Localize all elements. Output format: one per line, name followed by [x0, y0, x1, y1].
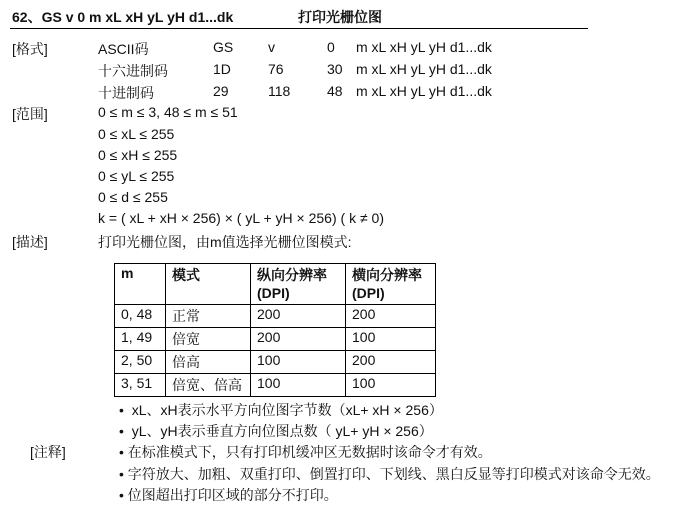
table-cell: 正常 — [166, 305, 251, 328]
range-line: 0 ≤ m ≤ 3, 48 ≤ m ≤ 51 — [98, 104, 238, 120]
table-row — [115, 328, 436, 351]
table-row — [115, 374, 436, 397]
table-cell: 200 — [346, 351, 436, 374]
table-row — [115, 305, 436, 328]
range-line: 0 ≤ xH ≤ 255 — [98, 147, 178, 163]
heading-rule — [10, 28, 588, 29]
range-label: [范围] — [12, 106, 48, 122]
format-label: [格式] — [12, 41, 48, 57]
bullet-text: yL、yH表示垂直方向位图点数（ yL+ yH × 256） — [131, 423, 433, 439]
format-value: v — [268, 39, 275, 55]
table-cell: 0, 48 — [115, 305, 166, 328]
table-header: 模式 — [166, 264, 251, 305]
format-value: 48 — [327, 83, 343, 99]
format-value: 29 — [213, 83, 229, 99]
table-cell: 100 — [346, 374, 436, 397]
table-header — [251, 264, 346, 305]
table-cell: 2, 50 — [115, 351, 166, 374]
note-bullet: • 位图超出打印区域的部分不打印。 — [119, 487, 338, 503]
table-cell: 3, 51 — [115, 374, 166, 397]
description-label: [描述] — [12, 234, 48, 250]
table-cell: 200 — [251, 305, 346, 328]
note-bullet: • 在标准模式下，只有打印机缓冲区无数据时该命令才有效。 — [119, 444, 492, 460]
table-header-row — [115, 264, 436, 305]
table-cell: 倍宽、倍高 — [166, 374, 251, 397]
note-bullet: • 字符放大、加粗、双重打印、倒置打印、下划线、黑白反显等打印模式对该命令无效。 — [119, 466, 660, 482]
format-args: m xL xH yL yH d1...dk — [356, 61, 492, 77]
format-args: m xL xH yL yH d1...dk — [356, 39, 492, 55]
table-cell: 100 — [251, 351, 346, 374]
range-line: 0 ≤ d ≤ 255 — [98, 189, 168, 205]
range-line: 0 ≤ xL ≤ 255 — [98, 126, 175, 142]
description-bullet: • xL、xH表示水平方向位图字节数（xL+ xH × 256） — [119, 402, 443, 418]
table-cell: 1, 49 — [115, 328, 166, 351]
description-text: 打印光栅位图，由m值选择光栅位图模式: — [98, 234, 352, 250]
header-part: 横向分辨率 (DPI) — [352, 267, 422, 301]
range-line: 0 ≤ yL ≤ 255 — [98, 168, 175, 184]
command-heading: 62、GS v 0 m xL xH yL yH d1...dk — [12, 9, 234, 25]
note-text: 位图超出打印区域的部分不打印。 — [127, 487, 338, 503]
format-value: 30 — [327, 61, 343, 77]
table-header — [346, 264, 436, 305]
command-title: 打印光栅位图 — [298, 9, 382, 25]
notes-label: [注释] — [30, 444, 66, 460]
format-value: 0 — [327, 39, 335, 55]
table-cell: 100 — [251, 374, 346, 397]
table-cell: 倍宽 — [166, 328, 251, 351]
format-value: 76 — [268, 61, 284, 77]
format-name: ASCII码 — [98, 41, 149, 57]
table-cell: 倍高 — [166, 351, 251, 374]
note-text: 字符放大、加粗、双重打印、倒置打印、下划线、黑白反显等打印模式对该命令无效。 — [127, 466, 660, 482]
bullet-text: xL、xH表示水平方向位图字节数（xL+ xH × 256） — [131, 402, 443, 418]
table-header: m — [115, 264, 166, 305]
format-value: 118 — [268, 83, 291, 99]
table-cell: 100 — [346, 328, 436, 351]
format-value: GS — [213, 39, 234, 55]
mode-table — [114, 263, 436, 397]
table-row — [115, 351, 436, 374]
range-formula: k = ( xL + xH × 256) × ( yL + yH × 256) ( k ≠ 0) — [98, 210, 384, 226]
format-name: 十六进制码 — [98, 63, 168, 79]
format-value: 1D — [213, 61, 231, 77]
header-part: 纵向分辨率 (DPI) — [257, 267, 327, 301]
note-text: 在标准模式下，只有打印机缓冲区无数据时该命令才有效。 — [127, 444, 492, 460]
description-bullet: • yL、yH表示垂直方向位图点数（ yL+ yH × 256） — [119, 423, 433, 439]
table-cell: 200 — [251, 328, 346, 351]
format-args: m xL xH yL yH d1...dk — [356, 83, 492, 99]
format-name: 十进制码 — [98, 85, 154, 101]
table-cell: 200 — [346, 305, 436, 328]
